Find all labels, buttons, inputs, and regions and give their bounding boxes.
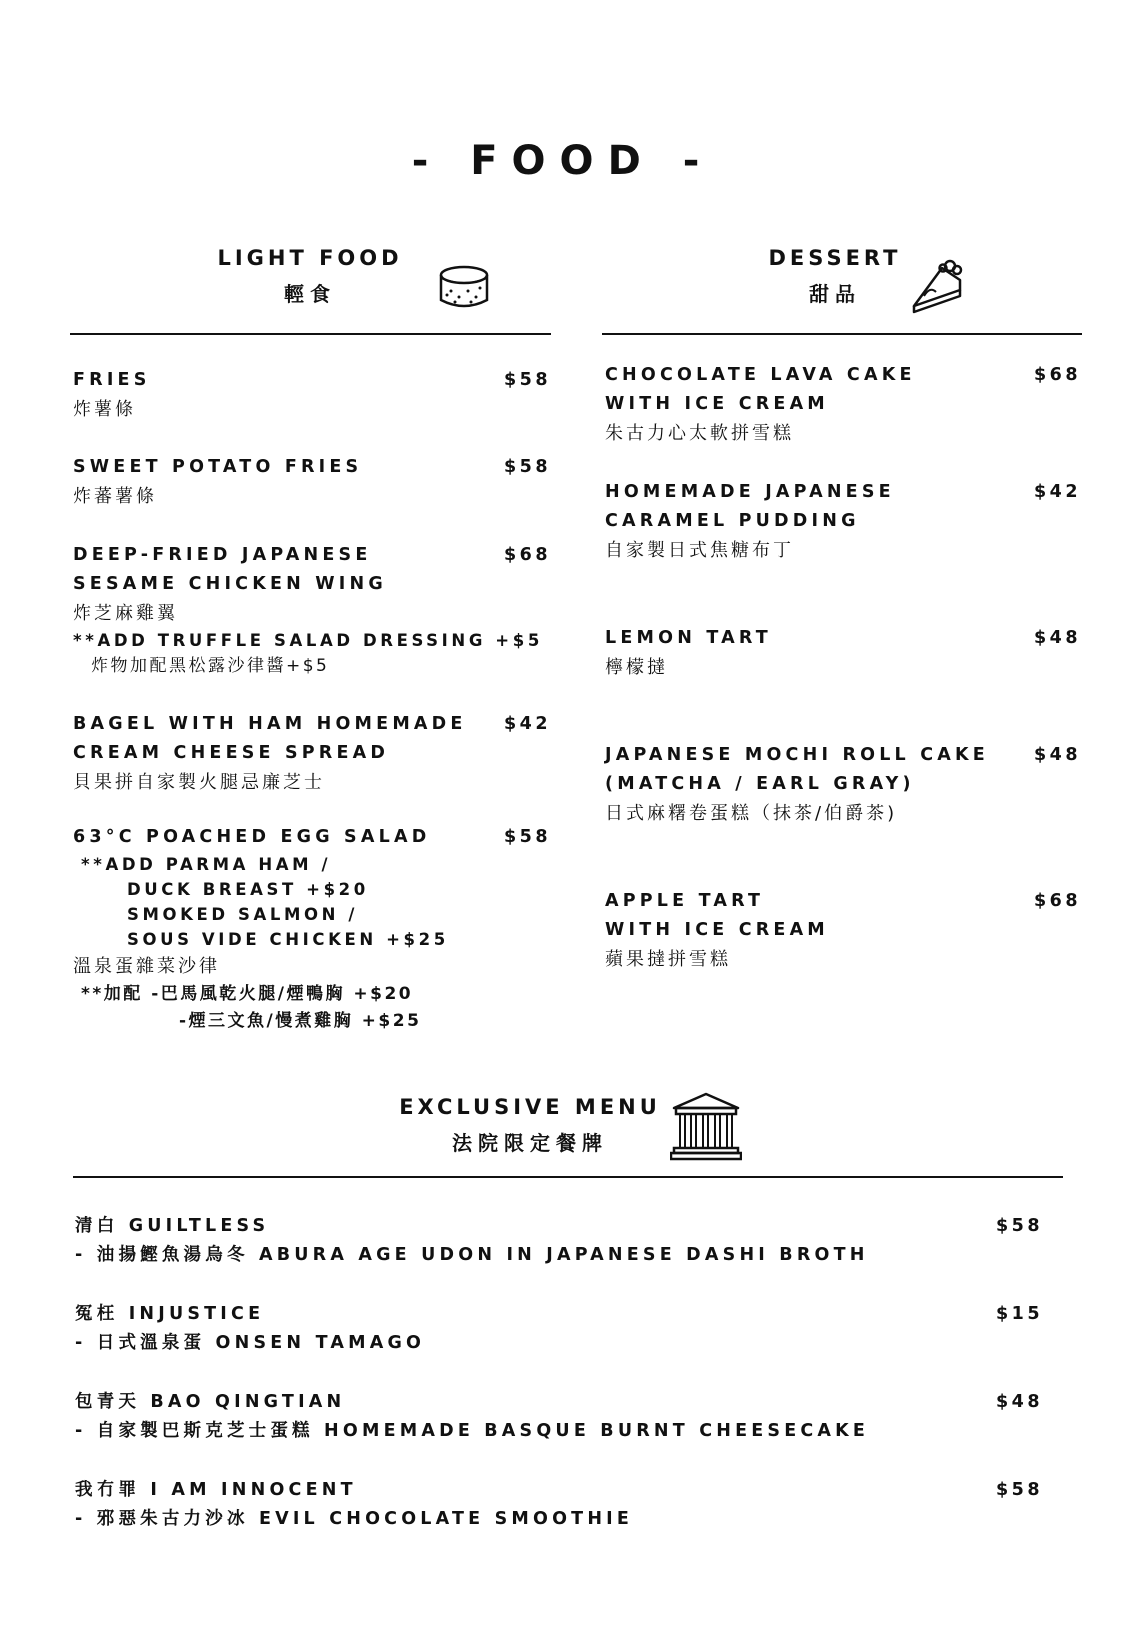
item-addon-note: DUCK BREAST +$20 [127, 880, 369, 899]
dessert-list [605, 361, 1081, 1007]
item-name-zh: 溫泉蛋雜菜沙律 [73, 956, 220, 977]
exclusive-heading-zh: 法院限定餐牌 [452, 1131, 608, 1155]
light-food-divider [70, 333, 551, 335]
item-name-zh: 朱古力心太軟拼雪糕 [605, 423, 794, 444]
item-price: $48 [995, 1392, 1043, 1412]
item-description: - 自家製巴斯克芝士蛋糕 HOMEMADE BASQUE BURNT CHEESECAKE [75, 1421, 870, 1441]
item-addon-note: **ADD TRUFFLE SALAD DRESSING +$5 [73, 631, 543, 650]
item-name-zh: 炸芝麻雞翼 [73, 603, 178, 624]
list-item [73, 453, 551, 541]
item-price: $58 [503, 457, 551, 477]
dessert-heading-zh: 甜品 [809, 282, 861, 306]
item-name-zh: 日式麻糬卷蛋糕（抹茶/伯爵茶) [605, 803, 898, 824]
item-name: 清白 GUILTLESS [75, 1216, 270, 1236]
item-price: $68 [1033, 891, 1081, 911]
item-name: FRIES [73, 370, 151, 390]
item-description: - 邪惡朱古力沙冰 EVIL CHOCOLATE SMOOTHIE [75, 1509, 634, 1529]
list-item [75, 1300, 1065, 1388]
item-addon-note: SOUS VIDE CHICKEN +$25 [127, 930, 449, 949]
item-name: DEEP-FRIED JAPANESE [73, 545, 372, 565]
exclusive-heading-en: EXCLUSIVE MENU [399, 1095, 661, 1119]
dessert-divider [602, 333, 1082, 335]
item-name: JAPANESE MOCHI ROLL CAKE [605, 745, 989, 765]
list-item [75, 1212, 1065, 1300]
item-price: $48 [1033, 745, 1081, 765]
list-item [73, 823, 551, 1033]
item-name: LEMON TART [605, 628, 772, 648]
list-item [605, 887, 1081, 1007]
item-name: 63°C POACHED EGG SALAD [73, 827, 431, 847]
list-item [605, 741, 1081, 858]
item-name-zh: 蘋果撻拼雪糕 [605, 949, 731, 970]
exclusive-divider [73, 1176, 1063, 1178]
item-name-zh: 自家製日式焦糖布丁 [605, 540, 794, 561]
item-description: - 日式溫泉蛋 ONSEN TAMAGO [75, 1333, 426, 1353]
item-name: 包青天 BAO QINGTIAN [75, 1392, 346, 1412]
item-addon-note: SMOKED SALMON / [127, 905, 359, 924]
item-price: $15 [995, 1304, 1043, 1324]
list-item [73, 541, 551, 710]
item-name-line2: CARAMEL PUDDING [605, 511, 860, 531]
cake-slice-icon [910, 256, 968, 314]
item-name-line2: CREAM CHEESE SPREAD [73, 743, 390, 763]
light-food-heading-zh: 輕食 [284, 282, 336, 306]
list-item [605, 478, 1081, 595]
page-title: - FOOD - [411, 138, 714, 184]
item-name-line2: SESAME CHICKEN WING [73, 574, 387, 594]
list-item [75, 1388, 1065, 1476]
item-name-zh: 炸蕃薯條 [73, 486, 157, 507]
item-addon-note-zh: 炸物加配黑松露沙律醬+$5 [91, 656, 330, 676]
item-price: $58 [503, 827, 551, 847]
item-name: APPLE TART [605, 891, 765, 911]
item-addon-note-zh: -煙三文魚/慢煮雞胸 +$25 [179, 1011, 422, 1031]
list-item [605, 624, 1081, 712]
item-addon-note-zh: **加配 -巴馬風乾火腿/煙鴨胸 +$20 [81, 984, 414, 1004]
item-price: $48 [1033, 628, 1081, 648]
item-description: - 油揚鰹魚湯烏冬 ABURA AGE UDON IN JAPANESE DASHI BROTH [75, 1245, 869, 1265]
item-price: $68 [1033, 365, 1081, 385]
item-name-line2: WITH ICE CREAM [605, 394, 829, 414]
list-item [75, 1476, 1065, 1564]
item-name-line2: (MATCHA / EARL GRAY) [605, 774, 915, 794]
light-food-heading-en: LIGHT FOOD [217, 246, 403, 270]
item-price: $42 [503, 714, 551, 734]
list-item [73, 710, 551, 823]
light-food-heading [180, 246, 440, 307]
item-price: $42 [1033, 482, 1081, 502]
item-name-zh: 貝果拼自家製火腿忌廉芝士 [73, 772, 325, 793]
light-food-list [73, 366, 551, 1033]
item-name: BAGEL WITH HAM HOMEMADE [73, 714, 467, 734]
item-price: $58 [995, 1216, 1043, 1236]
item-price: $68 [503, 545, 551, 565]
item-name: 冤枉 INJUSTICE [75, 1304, 265, 1324]
exclusive-heading [395, 1095, 665, 1156]
list-item [605, 361, 1081, 478]
item-name: 我冇罪 I AM INNOCENT [75, 1480, 357, 1500]
courthouse-icon [670, 1090, 742, 1162]
item-name: HOMEMADE JAPANESE [605, 482, 895, 502]
bagel-icon [438, 264, 490, 310]
item-price: $58 [503, 370, 551, 390]
item-addon-note: **ADD PARMA HAM / [81, 855, 332, 874]
exclusive-list [75, 1212, 1065, 1564]
list-item [73, 366, 551, 453]
item-name-zh: 檸檬撻 [605, 657, 668, 678]
item-name: SWEET POTATO FRIES [73, 457, 363, 477]
item-name-line2: WITH ICE CREAM [605, 920, 829, 940]
dessert-heading-en: DESSERT [768, 246, 902, 270]
item-name: CHOCOLATE LAVA CAKE [605, 365, 916, 385]
item-price: $58 [995, 1480, 1043, 1500]
item-name-zh: 炸薯條 [73, 399, 136, 420]
